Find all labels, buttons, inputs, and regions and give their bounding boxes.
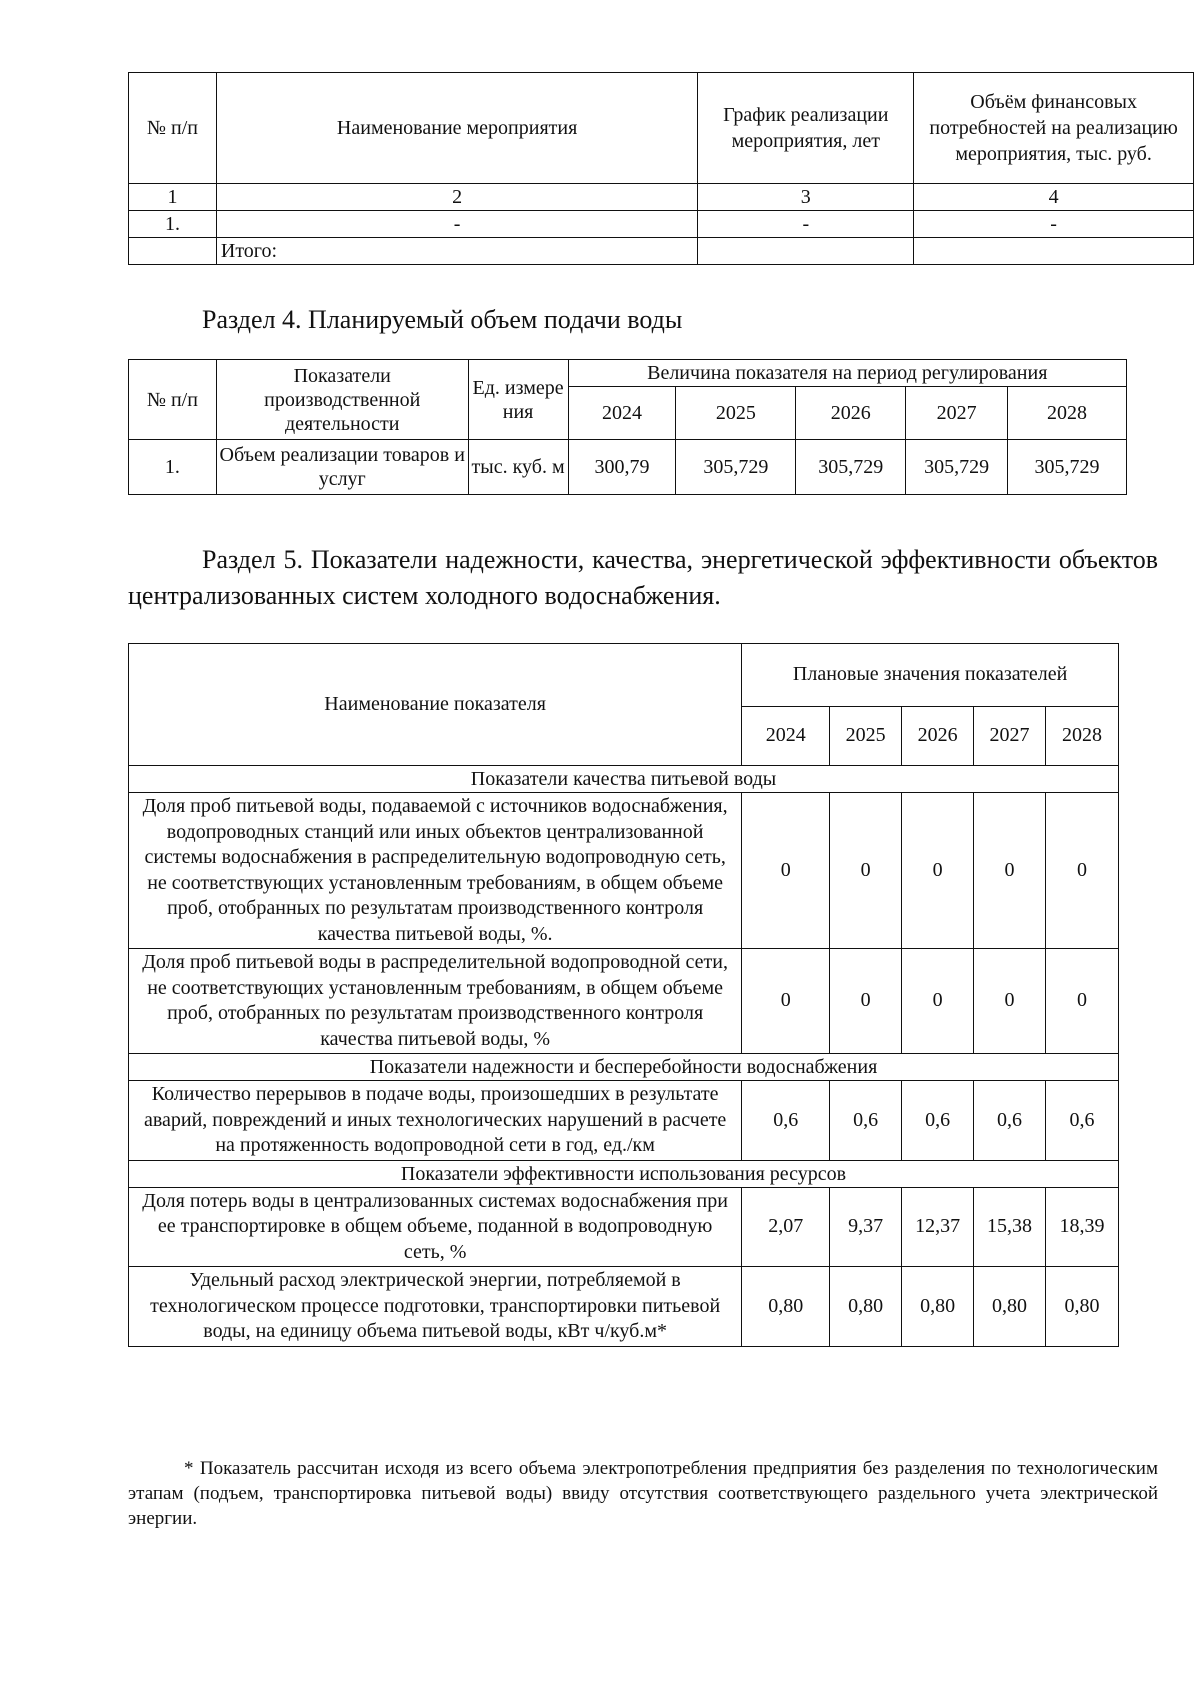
measures-total-label: Итого: xyxy=(216,238,697,265)
indicators-header-planned: Плановые значения показателей xyxy=(742,644,1119,707)
water-supply-value: 300,79 xyxy=(568,440,676,495)
measures-header-name: Наименование мероприятия xyxy=(216,73,697,184)
section5-title: Раздел 5. Показатели надежности, качества, энергетической эффективности объектов централизованных систем холодного водоснабжения. xyxy=(128,545,1158,610)
indicators-header-name: Наименование показателя xyxy=(129,644,742,766)
water-supply-header-indicator: Показатели производственной деятельности xyxy=(216,360,468,440)
indicator-value: 0,80 xyxy=(974,1267,1046,1347)
measures-header-num: № п/п xyxy=(129,73,217,184)
indicator-value: 0,80 xyxy=(742,1267,830,1347)
indicator-value: 0 xyxy=(902,793,974,949)
water-supply-row-indicator: Объем реализации товаров и услуг xyxy=(216,440,468,495)
indicator-value: 0 xyxy=(830,949,902,1054)
water-supply-header-num: № п/п xyxy=(129,360,217,440)
water-supply-year: 2025 xyxy=(676,387,796,440)
water-supply-value: 305,729 xyxy=(796,440,906,495)
indicators-year: 2028 xyxy=(1046,707,1119,766)
indicator-value: 0 xyxy=(974,949,1046,1054)
indicator-value: 0,6 xyxy=(830,1081,902,1161)
water-supply-row-num: 1. xyxy=(129,440,217,495)
indicators-group-row xyxy=(129,1054,1119,1081)
indicators-year: 2026 xyxy=(902,707,974,766)
water-supply-year: 2024 xyxy=(568,387,676,440)
water-supply-value: 305,729 xyxy=(676,440,796,495)
indicator-value: 0 xyxy=(1046,949,1119,1054)
indicators-year: 2024 xyxy=(742,707,830,766)
water-supply-table xyxy=(128,359,1127,495)
indicator-name: Доля проб питьевой воды, подаваемой с источников водоснабжения, водопроводных станций или иных объектов централизованной системы водоснабжения в распределительную водопроводную сеть, не соответствующих установленным требованиям, в общем объеме проб, отобранных по результатам производственного контроля качества питьевой воды, %. xyxy=(129,793,742,949)
indicator-value: 0 xyxy=(742,793,830,949)
indicator-value: 0,80 xyxy=(830,1267,902,1347)
indicator-value: 0,6 xyxy=(742,1081,830,1161)
water-supply-header-row xyxy=(129,360,1127,387)
indicators-year: 2025 xyxy=(830,707,902,766)
measures-total-empty xyxy=(914,238,1194,265)
indicator-value: 0 xyxy=(974,793,1046,949)
indicator-name: Удельный расход электрической энергии, потребляемой в технологическом процессе подготовки, транспортировки питьевой воды, на единицу объема питьевой воды, кВт ч/куб.м* xyxy=(129,1267,742,1347)
measures-colnum: 2 xyxy=(216,184,697,211)
measures-total-empty xyxy=(698,238,914,265)
indicators-row xyxy=(129,949,1119,1054)
indicators-group-title: Показатели надежности и бесперебойности водоснабжения xyxy=(129,1054,1119,1081)
indicators-group-title: Показатели эффективности использования ресурсов xyxy=(129,1160,1119,1187)
indicators-group-title: Показатели качества питьевой воды xyxy=(129,766,1119,793)
section4-title: Раздел 4. Планируемый объем подачи воды xyxy=(202,305,683,334)
water-supply-value: 305,729 xyxy=(906,440,1008,495)
indicators-row xyxy=(129,1187,1119,1267)
water-supply-year: 2028 xyxy=(1008,387,1127,440)
indicator-name: Доля проб питьевой воды в распределительной водопроводной сети, не соответствующих установленным требованиям, в общем объеме проб, отобранных по результатам производственного контроля качества питьевой воды, % xyxy=(129,949,742,1054)
water-supply-header-unit: Ед. измере ния xyxy=(468,360,568,440)
measures-header-row xyxy=(129,73,1194,184)
indicator-value: 2,07 xyxy=(742,1187,830,1267)
indicator-value: 15,38 xyxy=(974,1187,1046,1267)
indicators-row xyxy=(129,1081,1119,1161)
indicator-value: 0,80 xyxy=(902,1267,974,1347)
indicators-year: 2027 xyxy=(974,707,1046,766)
measures-header-finance: Объём финансовых потребностей на реализацию мероприятия, тыс. руб. xyxy=(914,73,1194,184)
measures-colnum: 4 xyxy=(914,184,1194,211)
indicator-value: 0 xyxy=(902,949,974,1054)
measures-colnum: 1 xyxy=(129,184,217,211)
water-supply-year: 2026 xyxy=(796,387,906,440)
indicator-value: 0,6 xyxy=(1046,1081,1119,1161)
water-supply-year: 2027 xyxy=(906,387,1008,440)
water-supply-row-unit: тыс. куб. м xyxy=(468,440,568,495)
indicators-group-row xyxy=(129,1160,1119,1187)
water-supply-header-period: Величина показателя на период регулирования xyxy=(568,360,1126,387)
indicators-row xyxy=(129,793,1119,949)
measures-colnum: 3 xyxy=(698,184,914,211)
measures-row-name: - xyxy=(216,211,697,238)
measures-total-row xyxy=(129,238,1194,265)
measures-header-schedule: График реализации мероприятия, лет xyxy=(698,73,914,184)
measures-row-num: 1. xyxy=(129,211,217,238)
indicator-name: Доля потерь воды в централизованных системах водоснабжения при ее транспортировке в общем объеме, поданной в водопроводную сеть, % xyxy=(129,1187,742,1267)
indicator-name: Количество перерывов в подаче воды, произошедших в результате аварий, повреждений и иных технологических нарушений в расчете на протяженность водопроводной сети в год, ед./км xyxy=(129,1081,742,1161)
indicators-group-row xyxy=(129,766,1119,793)
indicators-table xyxy=(128,643,1119,1347)
indicator-value: 0 xyxy=(742,949,830,1054)
indicator-value: 18,39 xyxy=(1046,1187,1119,1267)
measures-row xyxy=(129,211,1194,238)
indicator-value: 0,80 xyxy=(1046,1267,1119,1347)
indicator-value: 0 xyxy=(1046,793,1119,949)
indicator-value: 0 xyxy=(830,793,902,949)
measures-table xyxy=(128,72,1194,265)
footnote: * Показатель рассчитан исходя из всего объема электропотребления предприятия без разделения по технологическим этапам (подъем, транспортировка питьевой воды) ввиду отсутствия соответствующего раздельного учета электрической энергии. xyxy=(128,1458,1158,1529)
indicators-row xyxy=(129,1267,1119,1347)
indicator-value: 0,6 xyxy=(902,1081,974,1161)
indicator-value: 9,37 xyxy=(830,1187,902,1267)
indicator-value: 0,6 xyxy=(974,1081,1046,1161)
water-supply-data-row xyxy=(129,440,1127,495)
measures-column-numbers-row xyxy=(129,184,1194,211)
indicators-header-row xyxy=(129,644,1119,707)
water-supply-value: 305,729 xyxy=(1008,440,1127,495)
indicator-value: 12,37 xyxy=(902,1187,974,1267)
measures-row-schedule: - xyxy=(698,211,914,238)
measures-row-finance: - xyxy=(914,211,1194,238)
measures-total-empty xyxy=(129,238,217,265)
